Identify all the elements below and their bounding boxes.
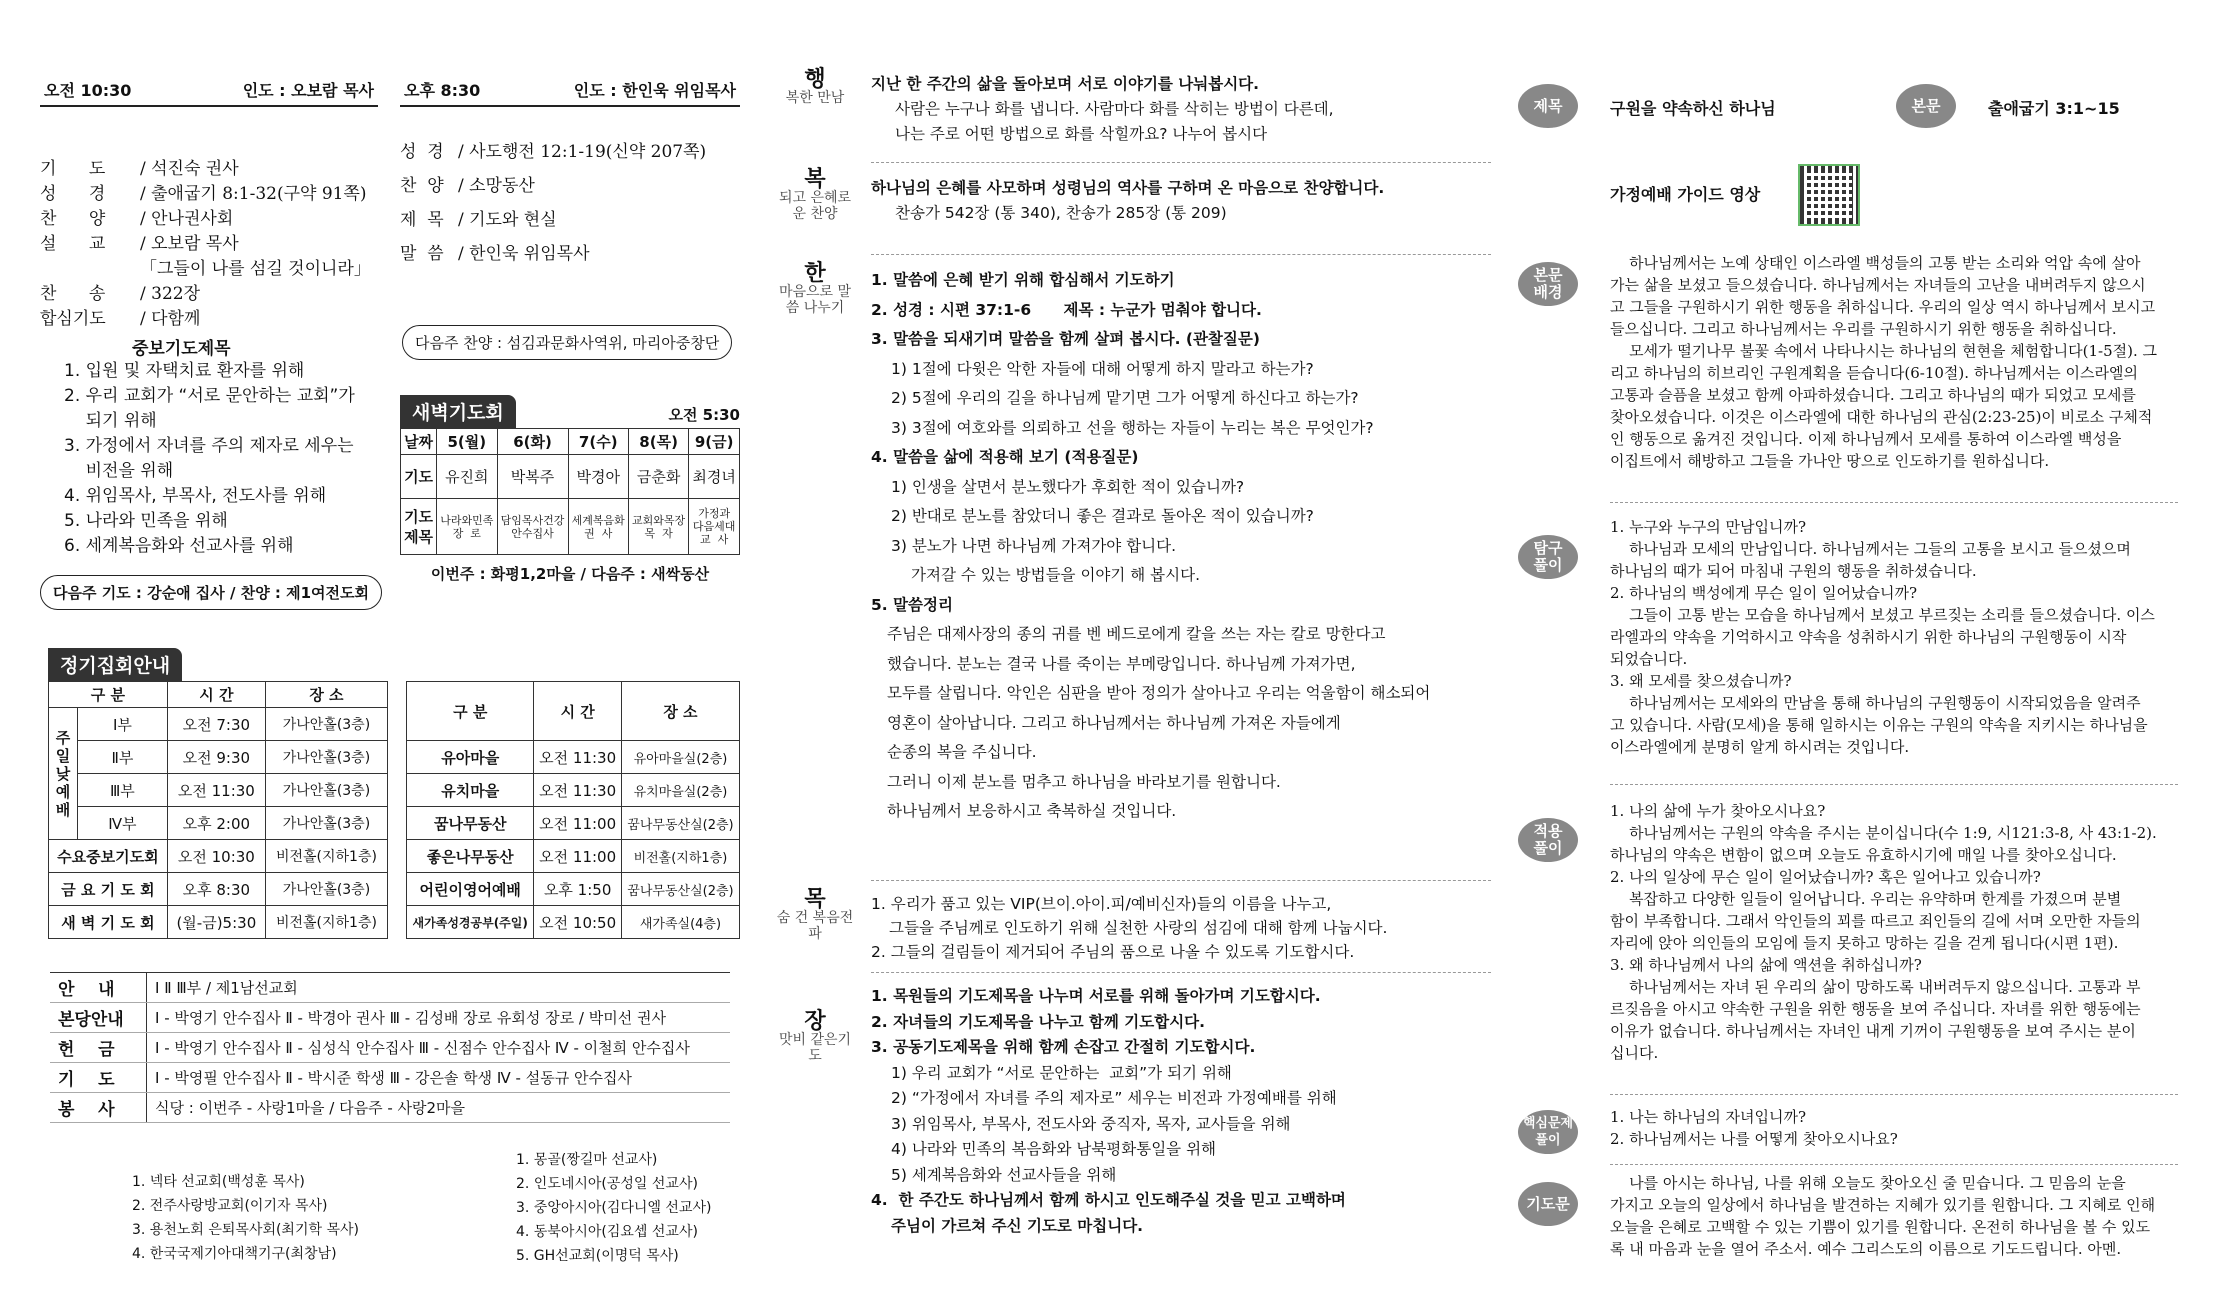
dawn-time: 오전 5:30: [668, 406, 740, 424]
family-line: 고 있습니다. 사람(모세)을 통해 일하시는 이유는 구원의 약속을 지키시는 하나님을: [1610, 716, 2148, 734]
section-line: 1) 우리 교회가 “서로 문안하는 교회”가 되기 위해: [891, 1063, 1232, 1082]
role-label: 본당안내: [50, 1003, 147, 1033]
role-label: 안 내: [50, 973, 147, 1003]
family-line: 하나님께서는 자녀 된 우리의 삶이 망하도록 내버려두지 않으십니다. 고통과 부: [1610, 978, 2141, 996]
family-line: 하나님께서는 노예 상태인 이스라엘 백성들의 고통 받는 소리와 억압 속에 살아: [1610, 254, 2141, 272]
morning-service: [40, 78, 378, 610]
role-label: 헌 금: [50, 1033, 147, 1063]
prayer-item: 3. 가정에서 자녀를 주의 제자로 세우는: [64, 436, 354, 456]
section-line: 3) 3절에 여호와를 의뢰하고 선을 행하는 자들이 누리는 복은 무엇인가?: [891, 418, 1374, 437]
section-line: 4. 말씀을 삶에 적용해 보기 (적용질문): [871, 448, 1139, 466]
dawn-cell: 세계복음화 권 사: [568, 499, 628, 555]
section-line: 가져갈 수 있는 방법들을 이야기 해 봅시다.: [911, 566, 1201, 584]
section-line: 했습니다. 분노는 결국 나를 죽이는 부메랑입니다. 하나님께 가져가면,: [887, 654, 1356, 673]
meeting-time: 오전 9:30: [167, 741, 265, 774]
meeting-name: 유치마을: [407, 774, 534, 807]
right-page: [1518, 0, 2188, 1306]
order-label: 찬 양: [40, 209, 106, 229]
section-line: 그들을 주님께로 인도하기 위해 실천한 사랑의 섬김에 대해 함께 나눕시다.: [889, 919, 1388, 937]
order-label: 합심기도: [40, 309, 106, 329]
mission-item: 3. 용천노회 은퇴목사회(최기학 목사): [132, 1222, 359, 1238]
prayer-icon: 장 맛비 같은기도: [778, 1009, 852, 1064]
meeting-name: Ⅱ부: [78, 741, 168, 774]
section-line: 5) 세계복음화와 선교사들을 위해: [891, 1165, 1117, 1184]
dawn-footer: 이번주 : 화평1,2마을 / 다음주 : 새싹동산: [430, 565, 710, 583]
text-badge: 본문: [1896, 84, 1956, 128]
role-label: 봉 사: [50, 1093, 147, 1123]
dawn-cell: 교회와목장 목 자: [628, 499, 688, 555]
mission-item: 5. GH선교회(이명덕 목사): [516, 1248, 679, 1264]
family-line: 1. 누구와 누구의 만남입니까?: [1610, 518, 1807, 536]
meeting-time: 오전 10:30: [167, 840, 265, 873]
meeting-name: 어린이영어예배: [407, 873, 534, 906]
section-line: 주님은 대제사장의 종의 귀를 벤 베드로에게 칼을 쓰는 자는 칼로 망한다고: [887, 625, 1386, 643]
meeting-header: 장 소: [621, 682, 739, 741]
prayer-item: 5. 나라와 민족을 위해: [64, 511, 228, 531]
role-value: Ⅰ - 박영기 안수집사 Ⅱ - 심성식 안수집사 Ⅲ - 신점수 안수집사 Ⅳ - 이철희 안수집사: [147, 1033, 731, 1063]
family-line: 인 행동으로 옮겨진 것입니다. 이제 하나님께서 모세를 통하여 이스라엘 백성을: [1610, 430, 2122, 448]
meeting-place: 꿈나무동산실(2층): [621, 807, 739, 840]
section-line: 2. 그들의 걸림들이 제거되어 주님의 품으로 나올 수 있도록 기도합시다.: [871, 943, 1355, 961]
meetings-title: 정기집회안내: [48, 648, 182, 681]
morning-leader: 인도 : 오보람 목사: [242, 81, 374, 100]
section-line: 찬송가 542장 (통 340), 찬송가 285장 (통 209): [895, 204, 1227, 222]
family-line: 복잡하고 다양한 일들이 일어납니다. 우리는 유약하며 한계를 가졌으며 분별: [1610, 890, 2122, 908]
dawn-table: [400, 428, 740, 555]
section-line: 3) 위임목사, 부목사, 전도사와 중직자, 목자, 교사들을 위해: [891, 1114, 1291, 1133]
order-label: 제 목: [400, 210, 444, 230]
role-value: 식당 : 이번주 - 사랑1마을 / 다음주 - 사랑2마을: [147, 1093, 731, 1123]
order-value: / 오보람 목사: [140, 234, 239, 254]
family-line: 하나님께서는 모세와의 만남을 통해 하나님의 구원행동이 시작되었음을 알려주: [1610, 694, 2141, 712]
order-value: / 석진숙 권사: [140, 159, 239, 179]
section-line: 주님이 가르쳐 주신 기도로 마칩니다.: [891, 1216, 1144, 1235]
family-line: 2. 하나님께서는 나를 어떻게 찾아오시나요?: [1610, 1130, 1898, 1148]
dawn-header: 9(금): [689, 429, 740, 455]
order-item: [400, 237, 740, 271]
meeting-name: Ⅰ부: [78, 708, 168, 741]
dawn-cell: 유진희: [437, 455, 497, 499]
family-line: 가지고 오늘의 일상에서 하나님을 발견하는 지혜가 있기를 원합니다. 그 지혜로 인해: [1610, 1196, 2156, 1214]
section-line: 그러니 이제 분노를 멈추고 하나님을 바라보기를 원합니다.: [887, 772, 1281, 791]
order-item: [40, 257, 378, 282]
meeting-place: 가나안홀(3층): [265, 807, 387, 840]
section-line: 모두를 살립니다. 악인은 심판을 받아 정의가 살아나고 우리는 억울함이 해소되어: [887, 684, 1431, 702]
meeting-time: 오후 1:50: [534, 873, 621, 906]
meeting-name: Ⅲ부: [78, 774, 168, 807]
family-line: 하나님의 때가 되어 마침내 구원의 행동을 취하셨습니다.: [1610, 562, 1977, 580]
family-line: 3. 왜 모세를 찾으셨습니까?: [1610, 672, 1792, 690]
meeting-place: 가나안홀(3층): [265, 873, 387, 906]
meeting-time: 오후 8:30: [167, 873, 265, 906]
meeting-name: 수요중보기도회: [49, 840, 168, 873]
order-label: 찬 송: [40, 284, 106, 304]
meeting-time: 오전 7:30: [167, 708, 265, 741]
family-line: 르짖음을 아시고 약속한 구원을 위한 행동을 보여 주십니다. 자녀를 위한 행동에는: [1610, 1000, 2141, 1018]
section-line: 하나님께서 보응하시고 축복하실 것입니다.: [887, 802, 1177, 820]
meeting-time: (월-금)5:30: [167, 906, 265, 939]
section-line: 지난 한 주간의 삶을 돌아보며 서로 이야기를 나눠봅시다.: [871, 75, 1260, 93]
section-line: 2) 5절에 우리의 길을 하나님께 맡기면 그가 어떻게 하신다고 하는가?: [891, 389, 1359, 407]
family-line: 고통과 슬픔을 보셨고 함께 아파하셨습니다. 그리고 하나님의 때가 되었고 모세를: [1610, 386, 2136, 404]
mission-item: 2. 전주사랑방교회(이기자 목사): [132, 1198, 328, 1214]
role-value: Ⅰ - 박영기 안수집사 Ⅱ - 박경아 권사 Ⅲ - 김성배 장로 유회성 장로 / 박미선 권사: [147, 1003, 731, 1033]
sunday-label: 주일낮예배: [49, 708, 78, 840]
section-line: 4) 나라와 민족의 복음화와 남북평화통일을 위해: [891, 1140, 1217, 1158]
order-item: [40, 307, 378, 332]
meeting-place: 가나안홀(3층): [265, 741, 387, 774]
dawn-title: 새벽기도회: [400, 395, 516, 428]
family-text: 출애굽기 3:1~15: [1988, 99, 2120, 118]
dawn-header: 7(수): [568, 429, 628, 455]
section-line: 3) 분노가 나면 하나님께 가져가야 합니다.: [891, 536, 1177, 555]
meeting-header: 시 간: [534, 682, 621, 741]
family-line: 모세가 떨기나무 불꽃 속에서 나타나시는 하나님의 현현을 체험합니다(1-5절). 그: [1610, 342, 2158, 360]
family-line: 고 그들을 구원하시기 위한 행동을 취하십니다. 우리의 일상 역시 하나님께서 보시고: [1610, 298, 2156, 316]
meeting-time: 오전 11:00: [534, 840, 621, 873]
section-line: 2. 자녀들의 기도제목을 나누고 함께 기도합시다.: [871, 1012, 1206, 1031]
mission-icon: 목 숨 건 복음전파: [776, 887, 854, 942]
order-value: / 기도와 현실: [458, 210, 557, 230]
meeting-name: 꿈나무동산: [407, 807, 534, 840]
order-item: [40, 232, 378, 257]
order-value: / 출애굽기 8:1-32(구약 91쪽): [140, 184, 367, 204]
role-label: 기 도: [50, 1063, 147, 1093]
meeting-name: Ⅳ부: [78, 807, 168, 840]
apply-badge: 적용 풀이: [1518, 818, 1578, 862]
morning-next-week: 다음주 기도 : 강순애 집사 / 찬양 : 제1여전도회: [40, 575, 382, 610]
meeting-name: 새가족성경공부(주일): [407, 906, 534, 939]
meeting-place: 유치마을실(2층): [621, 774, 739, 807]
meeting-time: 오전 11:00: [534, 807, 621, 840]
evening-order: [400, 135, 740, 271]
dawn-cell: 나라와민족 장 로: [437, 499, 497, 555]
order-item: [400, 169, 740, 203]
evening-leader: 인도 : 한인욱 위임목사: [573, 81, 736, 100]
family-line: 라엘과의 약속을 기억하시고 약속을 성취하시기 위한 하나님의 구원행동이 시작: [1610, 628, 2127, 646]
order-item: [40, 207, 378, 232]
closing-badge: 기도문: [1518, 1182, 1578, 1226]
family-line: 리고 하나님의 히브리인 구원계획을 듣습니다(6-10절). 하나님께서는 이스라엘의: [1610, 364, 2138, 382]
section-happy: [775, 67, 1495, 162]
order-label: 성 경: [400, 142, 444, 162]
section-line: 2) 반대로 분노를 참았더니 좋은 결과로 돌아온 적이 있습니까?: [891, 507, 1314, 525]
dawn-prayer: [400, 395, 740, 584]
mission-item: 4. 한국국제기아대책기구(최창남): [132, 1246, 337, 1262]
family-line: 나를 아시는 하나님, 나를 위해 오늘도 찾아오신 줄 믿습니다. 그 믿음의 눈을: [1610, 1174, 2126, 1192]
prayer-item: 1. 입원 및 자택치료 환자를 위해: [64, 361, 305, 381]
meeting-header: 시 간: [167, 682, 265, 708]
order-item: [400, 135, 740, 169]
section-line: 영혼이 살아납니다. 그리고 하나님께서는 하나님께 가져온 자들에게: [887, 713, 1341, 732]
section-line: 4. 한 주간도 하나님께서 함께 하시고 인도해주실 것을 믿고 고백하며: [871, 1191, 1346, 1209]
meeting-place: 꿈나무동산실(2층): [621, 873, 739, 906]
section-line: 1. 우리가 품고 있는 VIP(브이.아이.피/예비신자)들의 이름을 나누고,: [871, 895, 1332, 913]
meeting-header: 구 분: [49, 682, 168, 708]
family-title: 구원을 약속하신 하나님: [1610, 99, 1776, 118]
missions-right: [516, 1148, 711, 1268]
order-item: [40, 157, 378, 182]
section-line: 하나님의 은혜를 사모하며 성령님의 역사를 구하며 온 마음으로 찬양합니다.: [871, 179, 1385, 197]
section-word: [775, 261, 1495, 866]
prayer-item: 6. 세계복음화와 선교사를 위해: [64, 536, 294, 556]
family-line: 찾아오셨습니다. 이것은 이스라엘에 대한 하나님의 관심(2:23-25)이 비로소 구체적: [1610, 408, 2153, 426]
meeting-name: 좋은나무동산: [407, 840, 534, 873]
role-value: Ⅰ Ⅱ Ⅲ부 / 제1남선교회: [147, 973, 731, 1003]
meeting-header: 구 분: [407, 682, 534, 741]
order-value: / 안나권사회: [140, 209, 234, 229]
family-line: 가는 삶을 보셨고 들으셨습니다. 하나님께서는 자녀들의 고난을 내버려두지 않으시: [1610, 276, 2146, 294]
praise-icon: 복 되고 은혜로운 찬양: [778, 167, 852, 222]
dawn-cell: 최경녀: [689, 455, 740, 499]
prayer-item: 되기 위해: [64, 411, 157, 431]
happy-icon: 행 복한 만남: [785, 67, 845, 106]
family-line: 함이 부족합니다. 그래서 악인들의 꾀를 따르고 죄인들의 길에 서며 오만한 자들의: [1610, 912, 2141, 930]
morning-order: [40, 157, 378, 332]
dawn-header: 5(월): [437, 429, 497, 455]
dawn-cell: 박경아: [568, 455, 628, 499]
section-line: 1) 인생을 살면서 분노했다가 후회한 적이 있습니까?: [891, 477, 1245, 496]
order-label: 기 도: [40, 159, 106, 179]
order-label: 성 경: [40, 184, 106, 204]
left-page: [40, 0, 740, 1306]
section-line: 1. 목원들의 기도제목을 나누며 서로를 위해 돌아가며 기도합시다.: [871, 987, 1321, 1005]
family-line: 자리에 앉아 의인들의 모임에 들지 못하고 망하는 길을 걷게 됩니다(시편 1편).: [1610, 934, 2119, 952]
prayer-title: 중보기도제목: [132, 339, 231, 359]
section-prayer: [775, 984, 1495, 1244]
explore-badge: 탐구 풀이: [1518, 535, 1578, 579]
order-item: [40, 182, 378, 207]
missions-left: [132, 1170, 359, 1266]
family-line: 1. 나는 하나님의 자녀입니까?: [1610, 1108, 1807, 1126]
section-line: 1) 1절에 다윗은 악한 자들에 대해 어떻게 하지 말라고 하는가?: [891, 359, 1314, 378]
prayer-item: 2. 우리 교회가 “서로 문안하는 교회”가: [64, 386, 355, 406]
order-value: / 사도행전 12:1-19(신약 207쪽): [458, 142, 707, 162]
family-line: 2. 하나님의 백성에게 무슨 일이 일어났습니까?: [1610, 584, 1918, 602]
meeting-place: 비전홀(지하1층): [265, 906, 387, 939]
dawn-header: 날짜: [401, 429, 437, 455]
evening-time: 오후 8:30: [404, 81, 481, 100]
meeting-time: 오후 2:00: [167, 807, 265, 840]
section-praise: [775, 167, 1495, 252]
dawn-header: 8(목): [628, 429, 688, 455]
family-line: 이집트에서 해방하고 그들을 가나안 땅으로 인도하기를 원하십니다.: [1610, 452, 2050, 470]
morning-time: 오전 10:30: [44, 81, 132, 100]
middle-page: [775, 0, 1495, 1306]
meeting-header: 장 소: [265, 682, 387, 708]
section-line: 2. 성경 : 시편 37:1-6 제목 : 누군가 멈춰야 합니다.: [871, 300, 1262, 319]
order-value: 「그들이 나를 섬길 것이니라」: [140, 259, 371, 279]
core-badge: 핵심문제 풀이: [1518, 1110, 1578, 1154]
dawn-cell: 금춘화: [628, 455, 688, 499]
family-line: 하나님과 모세의 만남입니다. 하나님께서는 그들의 고통을 보시고 들으셨으며: [1610, 540, 2131, 558]
family-line: 3. 왜 하나님께서 나의 삶에 액션을 취하십니까?: [1610, 956, 1922, 974]
dawn-row-label: 기도 제목: [401, 499, 437, 555]
prayer-list: [64, 359, 378, 559]
family-line: 들으십니다. 그리고 하나님께서는 우리를 구원하시기 위한 행동을 취하십니다.: [1610, 320, 2117, 338]
meeting-time: 오전 10:50: [534, 906, 621, 939]
meeting-place: 유아마을실(2층): [621, 741, 739, 774]
section-line: 순종의 복을 주십니다.: [887, 743, 1037, 761]
dawn-row-label: 기도: [401, 455, 437, 499]
word-icon: 한 마음으로 말씀 나누기: [778, 261, 852, 316]
meeting-time: 오전 11:30: [534, 774, 621, 807]
section-line: 사람은 누구나 화를 냅니다. 사람마다 화를 삭히는 방법이 다른데,: [895, 100, 1334, 118]
section-line: 3. 공동기도제목을 위해 함께 손잡고 간절히 기도합시다.: [871, 1038, 1256, 1056]
meeting-place: 비전홀(지하1층): [265, 840, 387, 873]
meeting-name: 금 요 기 도 회: [49, 873, 168, 906]
family-line: 되었습니다.: [1610, 650, 1688, 668]
family-line: 그들이 고통 받는 모습을 하나님께서 보셨고 부르짖는 소리를 들으셨습니다. 이스: [1610, 606, 2155, 624]
mission-item: 4. 동북아시아(김요셉 선교사): [516, 1224, 698, 1240]
mission-item: 3. 중앙아시아(김다니엘 선교사): [516, 1200, 712, 1216]
family-line: 이유가 없습니다. 하나님께서는 자녀인 내게 기꺼이 구원행동을 보여 주시는 분이: [1610, 1022, 2136, 1040]
dawn-cell: 가정과 다음세대 교 사: [689, 499, 740, 555]
family-line: 이스라엘에게 분명히 알게 하시려는 것입니다.: [1610, 738, 1910, 756]
meetings-left-table: [48, 681, 388, 939]
dawn-header: 6(화): [497, 429, 568, 455]
family-line: 2. 나의 일상에 무슨 일이 일어났습니까? 혹은 일어나고 있습니까?: [1610, 868, 2041, 886]
meeting-place: 비전홀(지하1층): [621, 840, 739, 873]
meeting-place: 가나안홀(3층): [265, 708, 387, 741]
order-label: 설 교: [40, 234, 106, 254]
section-line: 3. 말씀을 되새기며 말씀을 함께 살펴 봅시다. (관찰질문): [871, 330, 1260, 348]
section-line: 1. 말씀에 은혜 받기 위해 합심해서 기도하기: [871, 271, 1175, 289]
order-label: 찬 양: [400, 176, 444, 196]
family-line: 1. 나의 삶에 누가 찾아오시나요?: [1610, 802, 1826, 820]
meeting-time: 오전 11:30: [534, 741, 621, 774]
evening-service: [400, 78, 740, 360]
meetings: [48, 648, 740, 939]
family-line: 록 내 마음과 눈을 열어 주소서. 예수 그리스도의 이름으로 기도드립니다. 아멘.: [1610, 1240, 2122, 1258]
order-item: [400, 203, 740, 237]
prayer-item: 비전을 위해: [64, 461, 174, 481]
evening-next-week: 다음주 찬양 : 섬김과문화사역위, 마리아중창단: [402, 325, 732, 360]
mission-item: 2. 인도네시아(공성일 선교사): [516, 1176, 698, 1192]
background-badge: 본문 배경: [1518, 262, 1578, 306]
family-line: 십니다.: [1610, 1044, 1659, 1062]
meeting-place: 가나안홀(3층): [265, 774, 387, 807]
family-line: 하나님께서는 구원의 약속을 주시는 분이십니다(수 1:9, 시121:3-8, 사 43:1-2).: [1610, 824, 2157, 842]
order-label: 말 씀: [400, 244, 444, 264]
qr-code[interactable]: [1798, 164, 1860, 226]
order-value: / 한인욱 위임목사: [458, 244, 590, 264]
order-value: / 소망동산: [458, 176, 535, 196]
mission-item: 1. 넥타 선교회(백성훈 목사): [132, 1174, 305, 1190]
dawn-cell: 박복주: [497, 455, 568, 499]
family-line: 오늘을 은혜로 고백할 수 있는 기쁨이 있기를 원합니다. 온전히 하나님을 볼 수 있도: [1610, 1218, 2151, 1236]
order-value: / 322장: [140, 284, 201, 304]
order-item: [40, 282, 378, 307]
service-roles: [50, 972, 730, 1123]
mission-item: 1. 몽골(짱길마 선교사): [516, 1152, 658, 1168]
meeting-name: 유아마을: [407, 741, 534, 774]
section-line: 나는 주로 어떤 방법으로 화를 삭힐까요? 나누어 봅시다: [895, 125, 1268, 143]
dawn-cell: 담임목사건강 안수집사: [497, 499, 568, 555]
prayer-item: 4. 위임목사, 부목사, 전도사를 위해: [64, 486, 327, 506]
title-badge: 제목: [1518, 84, 1578, 128]
section-mission: [775, 887, 1495, 982]
section-line: 5. 말씀정리: [871, 595, 953, 614]
meeting-name: 새 벽 기 도 회: [49, 906, 168, 939]
order-value: / 다함께: [140, 309, 201, 329]
meetings-right-table: [406, 681, 740, 939]
section-line: 2) “가정에서 자녀를 주의 제자로” 세우는 비전과 가정예배를 위해: [891, 1089, 1337, 1107]
meeting-place: 새가족실(4층): [621, 906, 739, 939]
guide-label: 가정예배 가이드 영상: [1610, 185, 1761, 204]
role-value: Ⅰ - 박영필 안수집사 Ⅱ - 박시준 학생 Ⅲ - 강은솔 학생 Ⅳ - 설동규 안수집사: [147, 1063, 731, 1093]
meeting-time: 오전 11:30: [167, 774, 265, 807]
family-line: 하나님의 약속은 변함이 없으며 오늘도 유효하시기에 매일 나를 찾아오십니다.: [1610, 846, 2117, 864]
